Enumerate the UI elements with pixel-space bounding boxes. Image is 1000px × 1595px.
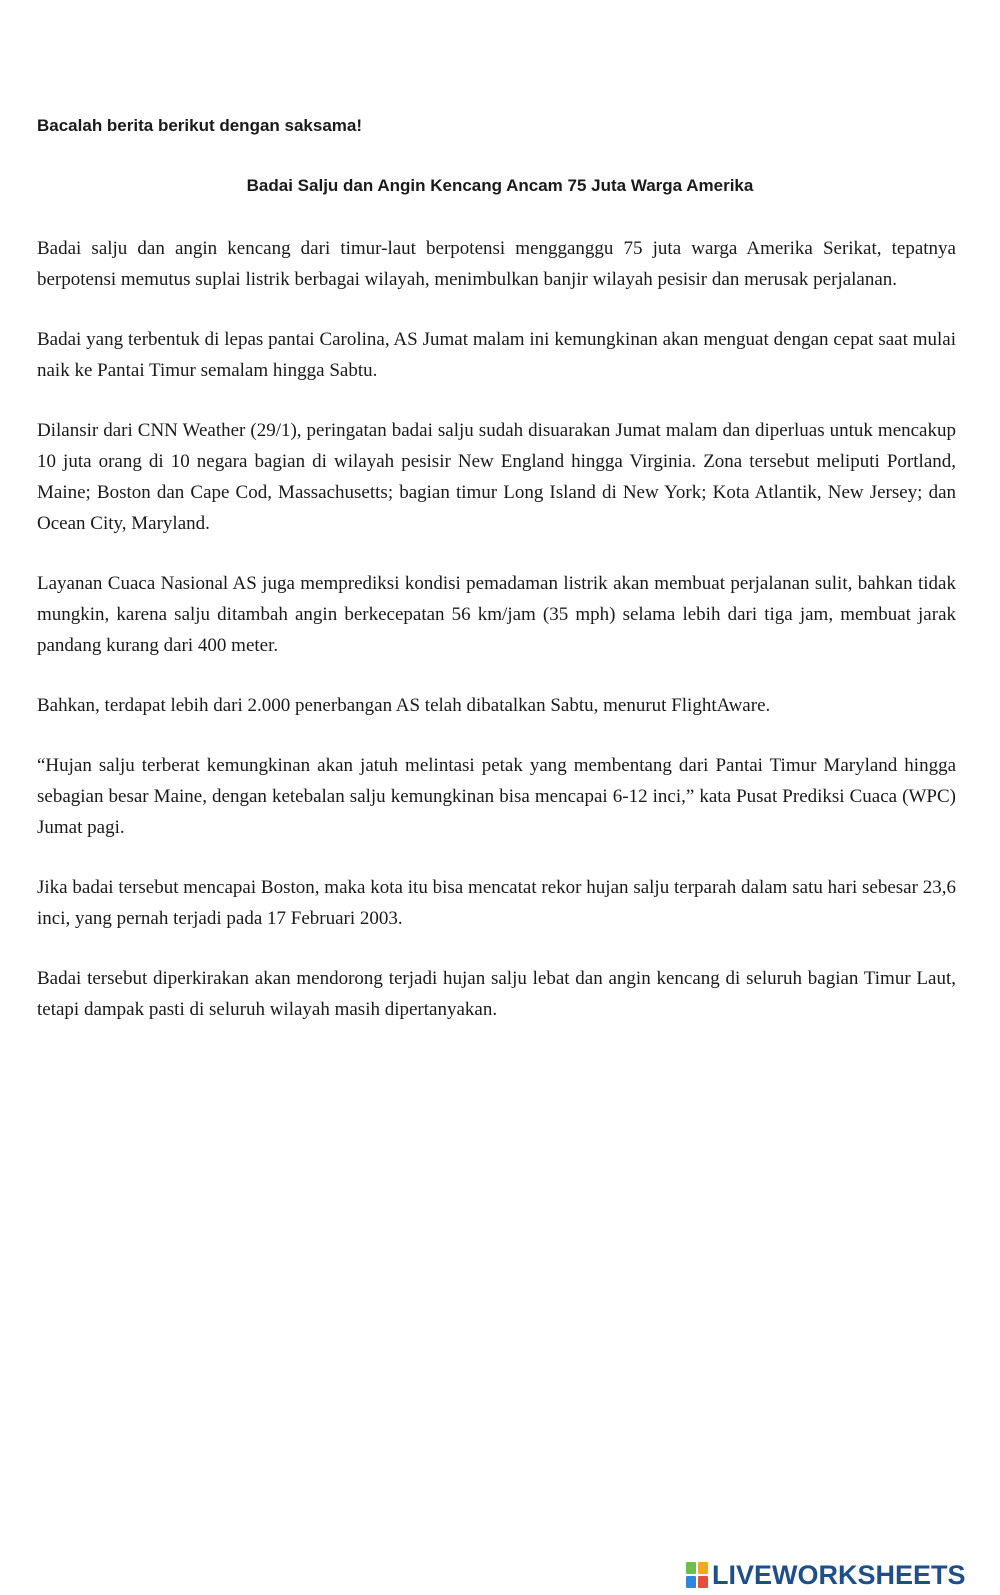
news-headline: Badai Salju dan Angin Kencang Ancam 75 Juta Warga Amerika xyxy=(246,176,754,195)
article-paragraph-4: Layanan Cuaca Nasional AS juga memprediksi kondisi pemadaman listrik akan membuat perjalanan sulit, bahkan tidak mungkin, karena salju ditambah angin berkecepatan 56 km/jam (35 mph) selama lebih dari tiga jam, membuat jarak pandang kurang dari 400 meter. xyxy=(37,573,956,656)
article-paragraph-7: Jika badai tersebut mencapai Boston, maka kota itu bisa mencatat rekor hujan salju terparah dalam satu hari sebesar 23,6 inci, yang pernah terjadi pada 17 Februari 2003. xyxy=(37,877,956,929)
article-paragraph-5: Bahkan, terdapat lebih dari 2.000 penerbangan AS telah dibatalkan Sabtu, menurut FlightAware. xyxy=(37,695,771,716)
article-paragraph-1: Badai salju dan angin kencang dari timur-laut berpotensi mengganggu 75 juta warga Amerika Serikat, tepatnya berpotensi memutus suplai listrik berbagai wilayah, menimbulkan banjir wilayah pesisir dan merusak perjalanan. xyxy=(37,238,956,290)
liveworksheets-logo xyxy=(686,1560,966,1590)
logo-square-3 xyxy=(686,1576,696,1588)
article-paragraph-2: Badai yang terbentuk di lepas pantai Carolina, AS Jumat malam ini kemungkinan akan menguat dengan cepat saat mulai naik ke Pantai Timur semalam hingga Sabtu. xyxy=(37,329,956,381)
logo-square-1 xyxy=(686,1562,696,1574)
article-paragraph-8: Badai tersebut diperkirakan akan mendorong terjadi hujan salju lebat dan angin kencang di seluruh bagian Timur Laut, tetapi dampak pasti di seluruh wilayah masih dipertanyakan. xyxy=(37,968,956,1020)
logo-square-2 xyxy=(698,1562,708,1574)
logo-text: LIVEWORKSHEETS xyxy=(712,1560,966,1590)
instruction-text: Bacalah berita berikut dengan saksama! xyxy=(37,116,363,135)
article-paragraph-3: Dilansir dari CNN Weather (29/1), peringatan badai salju sudah disuarakan Jumat malam dan diperluas untuk mencakup 10 juta orang di 10 negara bagian di wilayah pesisir New England hingga Virginia. Zona tersebut meliputi Portland, Maine; Boston dan Cape Cod, Massachusetts; bagian timur Long Island di New York; Kota Atlantik, New Jersey; dan Ocean City, Maryland. xyxy=(37,420,956,534)
logo-square-4 xyxy=(698,1576,708,1588)
article-paragraph-6: “Hujan salju terberat kemungkinan akan jatuh melintasi petak yang membentang dari Pantai Timur Maryland hingga sebagian besar Maine, dengan ketebalan salju kemungkinan bisa mencapai 6-12 inci,” kata Pusat Prediksi Cuaca (WPC) Jumat pagi. xyxy=(37,755,956,838)
liveworksheets-logo-icon xyxy=(686,1562,708,1588)
news-article xyxy=(37,233,956,1054)
